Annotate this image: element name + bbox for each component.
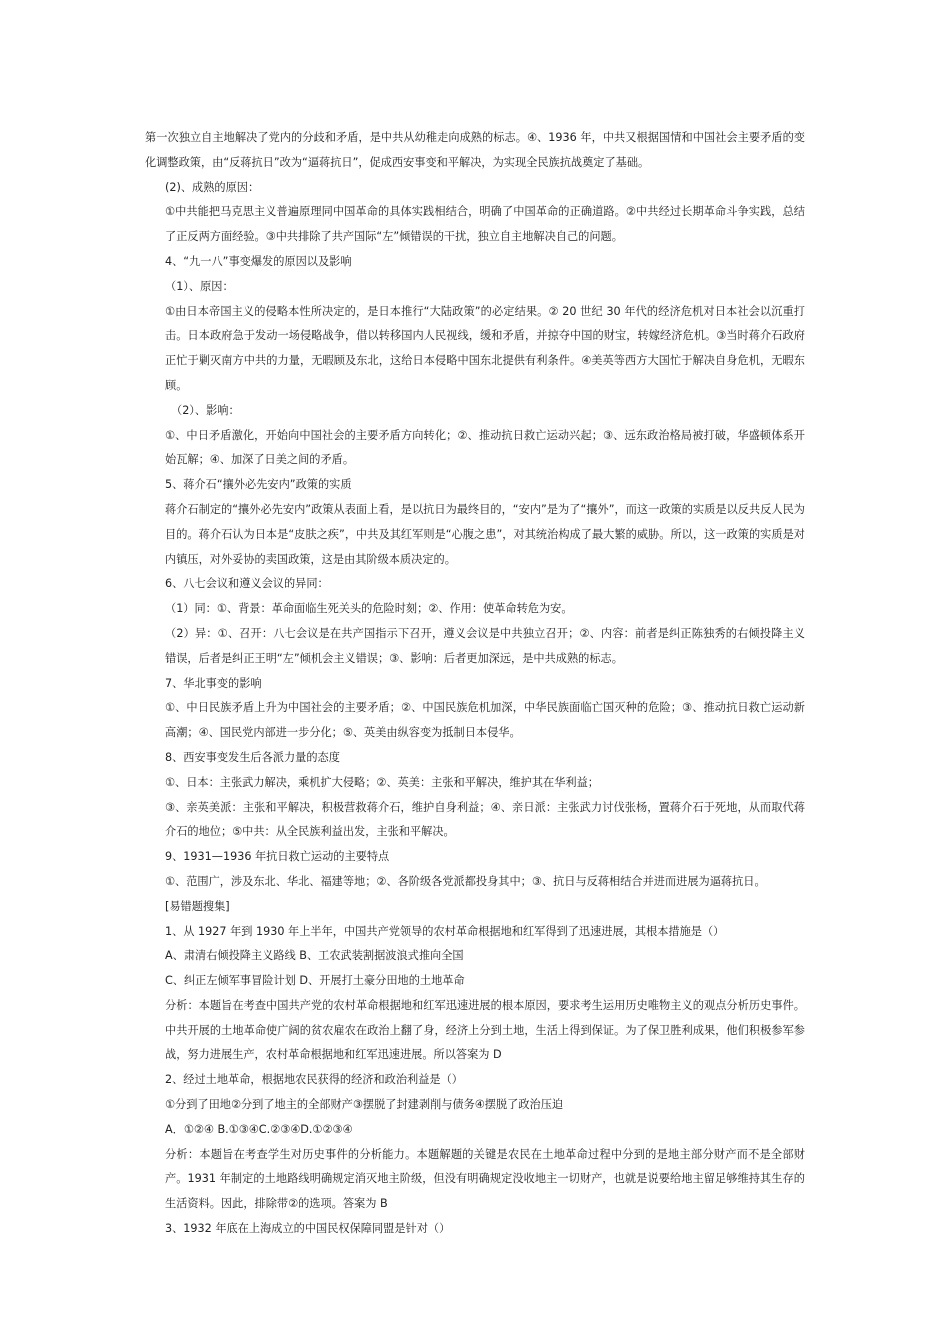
paragraph: 3、1932 年底在上海成立的中国民权保障同盟是针对（）: [165, 1222, 451, 1236]
document-body: [145, 126, 805, 1242]
paragraph: ①、中日矛盾激化，开始向中国社会的主要矛盾方向转化；②、推动抗日救亡运动兴起；③、远东政治格局被打破，华盛顿体系开始瓦解；④、加深了日美之间的矛盾。: [165, 428, 805, 467]
paragraph: (2)、成熟的原因：: [165, 180, 260, 194]
paragraph: ①分到了田地②分到了地主的全部财产③摆脱了封建剥削与债务④摆脱了政治压迫: [165, 1098, 564, 1112]
paragraph: ①中共能把马克思主义普遍原理同中国革命的具体实践相结合，明确了中国革命的正确道路。②中共经过长期革命斗争实践，总结了正反两方面经验。③中共排除了共产国际“左”倾错误的干扰，独立自主地解决自己的问题。: [165, 205, 805, 244]
paragraph: （2）异：①、召开：八七会议是在共产国指示下召开，遵义会议是中共独立召开；②、内容：前者是纠正陈独秀的右倾投降主义错误，后者是纠正王明“左”倾机会主义错误；③、影响：后者更加深远，是中共成熟的标志。: [165, 626, 805, 665]
paragraph: 分析：本题旨在考查学生对历史事件的分析能力。本题解题的关键是农民在土地革命过程中分到的是地主部分财产而不是全部财产。1931 年制定的土地路线明确规定消灭地主阶级，但没有明确规定没收地主一切财产，也就是说要给地主留足够维持其生存的生活资料。因此，排除带②的选项。答案为 B: [165, 1147, 805, 1211]
paragraph: ①、日本：主张武力解决，乘机扩大侵略；②、英美：主张和平解决，维护其在华利益；: [165, 775, 599, 789]
paragraph: ①、范围广，涉及东北、华北、福建等地；②、各阶级各党派都投身其中；③、抗日与反蒋相结合并进而进展为逼蒋抗日。: [165, 874, 766, 888]
paragraph: （2）、影响：: [171, 403, 240, 417]
paragraph: 蒋介石制定的“攘外必先安内”政策从表面上看，是以抗日为最终目的，“安内”是为了“攘外”，而这一政策的实质是以反共反人民为目的。蒋介石认为日本是“皮肤之疾”，中共及其红军则是“心腹之患”，对其统治构成了最大繁的威胁。所以，这一政策的实质是对内镇压，对外妥协的卖国政策，这是由其阶级本质决定的。: [165, 502, 805, 566]
paragraph: 5、蒋介石“攘外必先安内”政策的实质: [165, 478, 352, 492]
paragraph: （1）同：①、背景：革命面临生死关头的危险时刻；②、作用：使革命转危为安。: [165, 602, 573, 616]
paragraph: 分析：本题旨在考查中国共产党的农村革命根据地和红军迅速进展的根本原因，要求考生运用历史唯物主义的观点分析历史事件。中共开展的土地革命使广阔的贫农雇农在政治上翻了身，经济上分到土地，生活上得到保证。为了保卫胜利成果，他们积极参军参战，努力进展生产，农村革命根据地和红军迅速进展。所以答案为 D: [165, 998, 805, 1062]
paragraph: [易错题搜集]: [165, 899, 230, 913]
paragraph: 7、华北事变的影响: [165, 676, 262, 690]
paragraph: ③、亲英美派：主张和平解决，积极营救蒋介石，维护自身利益；④、亲日派：主张武力讨伐张杨，置蒋介石于死地，从而取代蒋介石的地位；⑤中共：从全民族利益出发，主张和平解决。: [165, 800, 805, 839]
paragraph: C、纠正左倾军事冒险计划 D、开展打土豪分田地的土地革命: [165, 974, 465, 988]
paragraph: 2、经过土地革命，根据地农民获得的经济和政治利益是（）: [165, 1073, 463, 1087]
paragraph: 9、1931—1936 年抗日救亡运动的主要特点: [165, 850, 390, 864]
paragraph: 8、西安事变发生后各派力量的态度: [165, 750, 340, 764]
paragraph: 1、从 1927 年到 1930 年上半年，中国共产党领导的农村革命根据地和红军得到了迅速进展，其根本措施是（）: [165, 924, 725, 938]
paragraph: A、肃清右倾投降主义路线 B、工农武装割据波浪式推向全国: [165, 949, 464, 963]
paragraph: （1）、原因：: [165, 279, 234, 293]
paragraph: 4、“九一八”事变爆发的原因以及影响: [165, 254, 352, 268]
paragraph: ①由日本帝国主义的侵略本性所决定的，是日本推行“大陆政策”的必定结果。② 20 世纪 30 年代的经济危机对日本社会以沉重打击。日本政府急于发动一场侵略战争，借以转移国内人民视线，缓和矛盾，并掠夺中国的财宝，转嫁经济危机。③当时蒋介石政府正忙于剿灭南方中共的力量，无暇顾及东北，这给日本侵略中国东北提供有利条件。④美英等西方大国忙于解决自身危机，无暇东顾。: [165, 304, 805, 392]
paragraph: A．①②④ B.①③④C.②③④D.①②③④: [165, 1122, 353, 1136]
paragraph: 第一次独立自主地解决了党内的分歧和矛盾，是中共从幼稚走向成熟的标志。④、1936 年，中共又根据国情和中国社会主要矛盾的变化调整政策，由“反蒋抗日”改为“逼蒋抗日”，促成西安事变和平解决，为实现全民族抗战奠定了基础。: [145, 131, 805, 169]
paragraph: ①、中日民族矛盾上升为中国社会的主要矛盾；②、中国民族危机加深，中华民族面临亡国灭种的危险；③、推动抗日救亡运动新高潮；④、国民党内部进一步分化；⑤、英美由纵容变为抵制日本侵华。: [165, 701, 805, 740]
paragraph: 6、八七会议和遵义会议的异同：: [165, 577, 329, 591]
